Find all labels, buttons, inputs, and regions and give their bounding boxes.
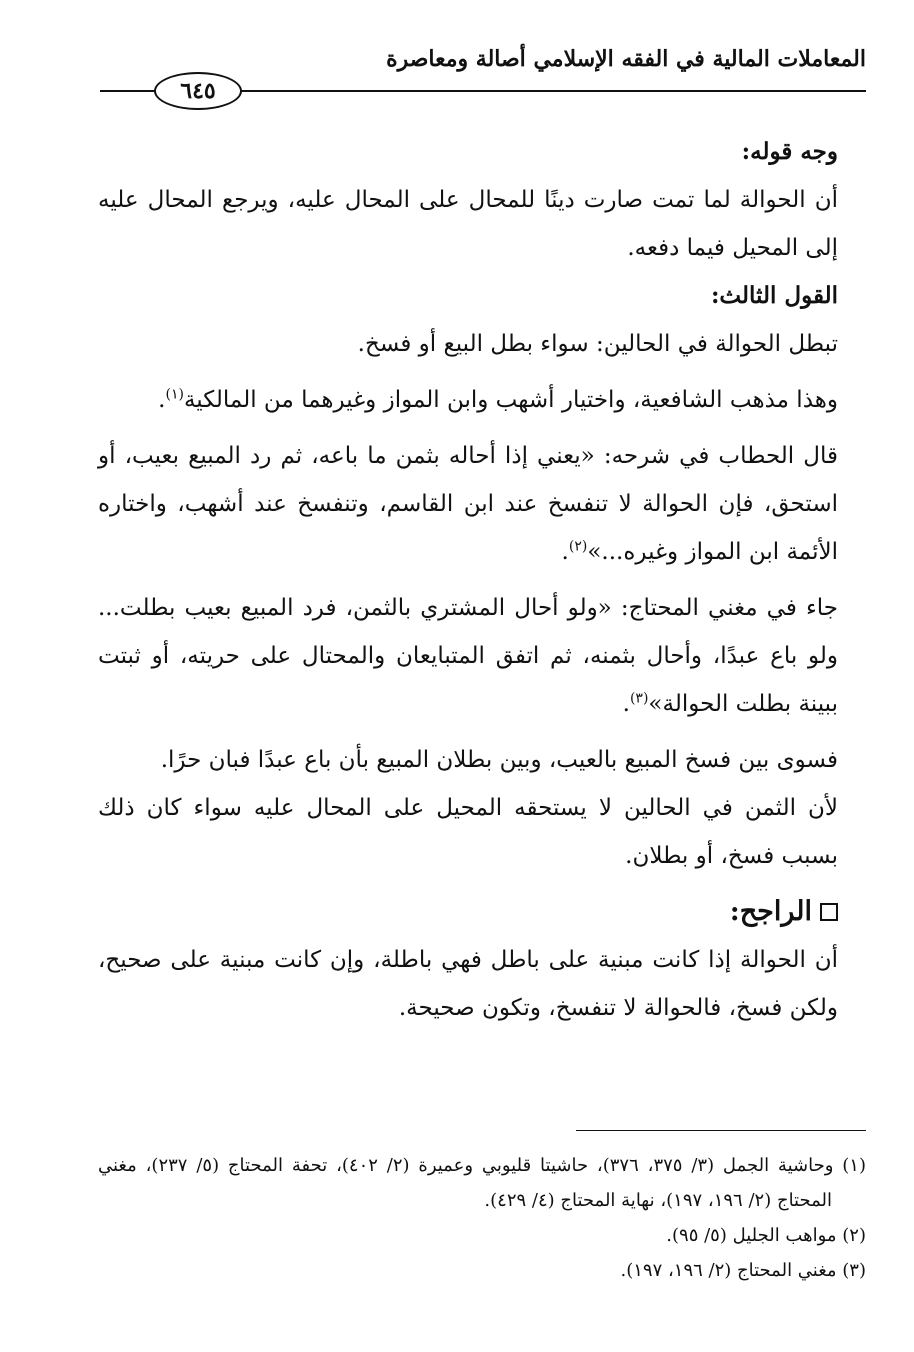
checkbox-square-icon: [820, 903, 838, 921]
footnote-ref-1: (١): [165, 386, 184, 403]
page-number: ٦٤٥: [154, 72, 242, 110]
footnote-3: (٣) مغني المحتاج (٢/ ١٩٦، ١٩٧).: [620, 1260, 866, 1281]
paragraph-equivalence: فسوى بين فسخ المبيع بالعيب، وبين بطلان المبيع بأن باع عبدًا فبان حرًا.: [160, 747, 838, 773]
paragraph-schools: [98, 376, 866, 424]
paragraph-explanation: أن الحوالة لما تمت صارت دينًا للمحال على المحال عليه، ويرجع المحال عليه إلى المحيل فيما دفعه.: [98, 187, 838, 261]
footnote-separator: [576, 1130, 866, 1131]
footnote-ref-3: (٣): [629, 690, 649, 707]
heading-third-opinion: القول الثالث:: [710, 282, 838, 309]
running-header: [100, 40, 866, 104]
paragraph-mughni-quote: [98, 584, 866, 728]
footnotes: [98, 1148, 866, 1288]
paragraph-hattab-text: قال الحطاب في شرحه: «يعني إذا أحاله بثمن ما باعه، ثم رد المبيع بعيب، أو استحق، فإن الحوالة لا تنفسخ عند ابن القاسم، وتنفسخ عند أشهب، واختاره الأئمة ابن المواز وغيره...»: [98, 443, 838, 565]
paragraph-hattab-quote: [98, 432, 866, 576]
paragraph-hattab-tail: .: [561, 539, 569, 565]
paragraph-justification: لأن الثمن في الحالين لا يستحقه المحيل على المحال عليه سواء كان ذلك بسبب فسخ، أو بطلان.: [98, 795, 838, 869]
footnote-ref-2: (٢): [568, 538, 588, 555]
body-text: [98, 128, 866, 1032]
footnote-2: (٢) مواهب الجليل (٥/ ٩٥).: [666, 1225, 866, 1246]
paragraph-mughni-text: جاء في مغني المحتاج: «ولو أحال المشتري بالثمن، فرد المبيع بعيب بطلت... ولو باع عبدًا، وأحال بثمنه، ثم اتفق المتبايعان والمحتال على حريته، أو ثبتت ببينة بطلت الحوالة»: [98, 595, 838, 717]
book-title: المعاملات المالية في الفقه الإسلامي أصالة ومعاصرة: [386, 46, 866, 72]
paragraph-schools-tail: .: [158, 387, 166, 413]
preferred-opinion-label: الراجح:: [729, 896, 812, 927]
heading-reasoning: وجه قوله:: [741, 138, 838, 165]
paragraph-third-opinion: تبطل الحوالة في الحالين: سواء بطل البيع أو فسخ.: [357, 331, 838, 357]
paragraph-mughni-tail: .: [622, 691, 630, 717]
footnote-1: (١) وحاشية الجمل (٣/ ٣٧٥، ٣٧٦)، حاشيتا قليوبي وعميرة (٢/ ٤٠٢)، تحفة المحتاج (٥/ ٢٣٧)، مغني المحتاج (٢/ ١٩٦، ١٩٧)، نهاية المحتاج (٤/ ٤٢٩).: [98, 1155, 866, 1211]
preferred-opinion-heading: [98, 888, 866, 936]
paragraph-conclusion: أن الحوالة إذا كانت مبنية على باطل فهي باطلة، وإن كانت مبنية على صحيح، ولكن فسخ، فالحوالة لا تنفسخ، وتكون صحيحة.: [98, 947, 838, 1021]
paragraph-schools-text: وهذا مذهب الشافعية، واختيار أشهب وابن المواز وغيرهما من المالكية: [183, 387, 838, 413]
